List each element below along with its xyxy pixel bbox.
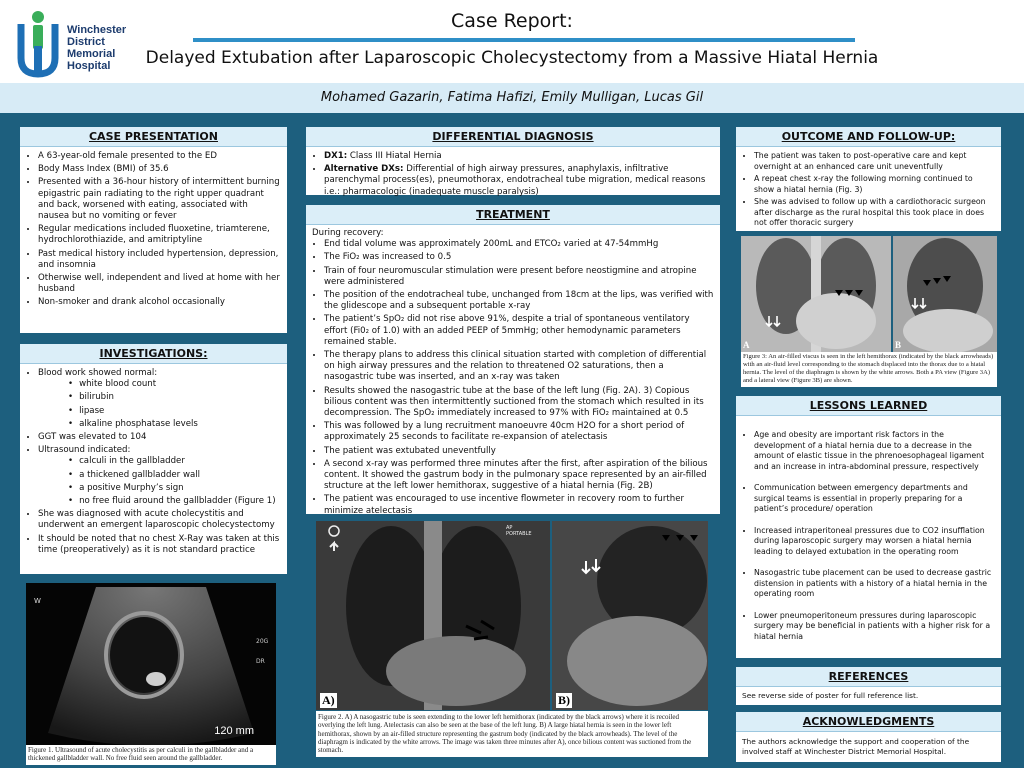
list-item: • Presented with a 36-hour history of intermittent burning epigastric pain radiating to the right upper quadrant and back, worsened with eating, associated with nausea but no vomiting or fever — [38, 177, 281, 222]
case-presentation-panel — [20, 127, 287, 333]
figure2a-label: A) — [322, 693, 335, 707]
xray-figure3a — [741, 236, 891, 352]
list-item: • A 63-year-old female presented to the ED — [38, 151, 281, 162]
list-item: • calculi in the gallbladder — [68, 456, 281, 467]
svg-text:W: W — [34, 597, 41, 605]
references-text: See reverse side of poster for full reference list. — [742, 691, 919, 700]
poster-title-line1: Case Report: — [451, 10, 573, 32]
investigations-heading: INVESTIGATIONS: — [20, 344, 287, 364]
differential-list — [312, 151, 714, 198]
lessons-heading: LESSONS LEARNED — [736, 396, 1001, 416]
list-item: • A second x-ray was performed three minutes after the first, after aspiration of the bilious content. It showed the gastrum body in the pulmonary space represented by an air-filled structure at the left lower hemithorax, suggestive of a hiatal hernia (Fig. 2B) — [324, 459, 714, 493]
list-item: • Results showed the nasogastric tube at the base of the left lung (Fig. 2A). 3) Copious bilious content was then intermittently suctioned from the stomach which resulted in its decompression. The SpO₂ immediately increased to 97% with FiO₂ maintained at 0.5 — [324, 386, 714, 420]
xray-chest-graphic — [741, 236, 891, 352]
list-item: • The FiO₂ was increased to 0.5 — [324, 252, 714, 263]
investigations-list — [26, 368, 281, 556]
investigations-panel — [20, 344, 287, 574]
ultrasound-scan-graphic — [26, 583, 276, 745]
acknowledgments-panel — [736, 712, 1001, 762]
list-item: • Otherwise well, independent and lived at home with her husband — [38, 273, 281, 295]
figure1-caption: Figure 1. Ultrasound of acute cholecystitis as per calculi in the gallbladder and a thickened gallbladder wall. No free fluid seen around the gallbladder. — [26, 745, 276, 765]
list-item: • A repeat chest x-ray the following morning continued to show a hiatal hernia (Fig. 3) — [754, 174, 995, 195]
list-item: • no free fluid around the gallbladder (Figure 1) — [68, 496, 281, 507]
figure2-caption: Figure 2. A) A nasogastric tube is seen extending to the lower left hemithorax (indicated by the black arrows) where it is recoiled overlying the left lung. Atelectasis can also be seen at the base of the left lung. B) A large hiatal hernia is seen in the lower left hemithorax, shown by an air-filled structure representing the gastrum body (indicated by the black arrowheads). The level of the diaphragm is indicated by the white arrows. The image was taken three minutes after A), once bilious content was suctioned from the stomach. — [316, 711, 708, 757]
list-item: • The patient was taken to post-operative care and kept overnight at an enhanced care unit uneventfully — [754, 151, 995, 172]
list-item: • lipase — [68, 406, 281, 417]
list-item: • Nasogastric tube placement can be used to decrease gastric distension in patients with a history of a hiatal hernia in the operating room — [754, 568, 995, 600]
list-item: • She was diagnosed with acute cholecystitis and underwent an emergent laparoscopic cholecystectomy — [38, 509, 281, 531]
lessons-list — [742, 430, 995, 642]
list-item: • End tidal volume was approximately 200mL and ETCO₂ varied at 47-54mmHg — [324, 239, 714, 250]
lessons-panel — [736, 396, 1001, 658]
list-item: • Body Mass Index (BMI) of 35.6 — [38, 164, 281, 175]
figure3b-label: B — [895, 340, 902, 350]
list-item: • bilirubin — [68, 392, 281, 403]
list-item: • Lower pneumoperitoneum pressures during laparoscopic surgery may be beneficial in patients with a higher risk for a hiatal hernia — [754, 611, 995, 643]
xray-chest-graphic — [316, 521, 550, 710]
svg-text:DR: DR — [256, 658, 265, 665]
case-presentation-list — [26, 151, 281, 309]
list-item: • Non-smoker and drank alcohol occasionally — [38, 297, 281, 308]
list-item: • The patient’s SpO₂ did not rise above 91%, despite a trial of spontaneous ventilatory effort (Fi0₂ of 1.0) with an added PEEP of 5mmHg; other hemodynamic parameters remained stable. — [324, 314, 714, 348]
figure2a-portable-label: AP PORTABLE — [506, 525, 532, 537]
xray-figure2b — [552, 521, 708, 710]
list-item: • The therapy plans to address this clinical situation started with completion of differential on high airway pressures and the relation to threatened O2 saturations, then a nasogastric tube was inserted, and an x-ray was taken — [324, 350, 714, 384]
list-item: • Past medical history included hypertension, depression, and insomnia — [38, 249, 281, 271]
xray-chest-graphic — [893, 236, 997, 352]
outcome-list — [742, 151, 995, 229]
list-item: • She was advised to follow up with a cardiothoracic surgeon after discharge as the rural hospital this took place in does not offer thoracic surgery — [754, 197, 995, 229]
xray-figure2a — [316, 521, 550, 710]
list-item: • white blood count — [68, 379, 281, 390]
references-panel — [736, 667, 1001, 705]
xray-chest-graphic — [552, 521, 708, 710]
poster-title-line2: Delayed Extubation after Laparoscopic Cholecystectomy from a Massive Hiatal Hernia — [145, 48, 879, 68]
treatment-list — [312, 239, 714, 517]
poster-header — [0, 0, 1024, 83]
list-item: • Age and obesity are important risk factors in the development of a hiatal hernia due to a decrease in the amount of elastic tissue in the phrenoesophageal ligament and an increase in intra-abdominal pressure, respectively — [754, 430, 995, 472]
list-item: • Blood work showed normal: • white blood count • bilirubin • lipase • alkaline phosphatase levels — [38, 368, 281, 430]
list-item: • alkaline phosphatase levels — [68, 419, 281, 430]
ultrasound-image — [26, 583, 276, 745]
list-item: • Communication between emergency departments and surgical teams is essential in properly preparing for a patient’s procedure/ operation — [754, 483, 995, 515]
hospital-name: Winchester District Memorial Hospital — [67, 24, 127, 72]
treatment-panel — [306, 205, 720, 514]
acknowledgments-heading: ACKNOWLEDGMENTS — [736, 712, 1001, 732]
list-item: • Ultrasound indicated: • calculi in the gallbladder • a thickened gallbladder wall • a positive Murphy’s sign • no free fluid around the gallbladder (Figure 1) — [38, 445, 281, 507]
references-heading: REFERENCES — [736, 667, 1001, 687]
list-item: • Increased intraperitoneal pressures due to CO2 insufflation during laparoscopic surgery may worsen a hiatal hernia leading to delayed extubation in the operating room — [754, 526, 995, 558]
list-item: • This was followed by a lung recruitment manoeuvre 40cm H2O for a short period of approximately 25 seconds to facilitate re-expansion of atelectasis — [324, 421, 714, 443]
authors: Mohamed Gazarin, Fatima Hafizi, Emily Mulligan, Lucas Gil — [320, 90, 704, 105]
outcome-panel — [736, 127, 1001, 231]
list-item: • Regular medications included fluoxetine, triamterene, hydrochlorothiazide, and amitriptyline — [38, 224, 281, 246]
list-item: • GGT was elevated to 104 — [38, 432, 281, 443]
list-item: • The patient was encouraged to use incentive flowmeter in recovery room to further minimize atelectasis — [324, 494, 714, 516]
list-item: • It should be noted that no chest X-Ray was taken at this time (preoperatively) as it is not standard practice — [38, 534, 281, 556]
acknowledgments-text: The authors acknowledge the support and cooperation of the involved staff at Winchester District Memorial Hospital. — [742, 737, 970, 756]
list-item: • a positive Murphy’s sign — [68, 483, 281, 494]
xray-figure3b — [893, 236, 997, 352]
differential-panel — [306, 127, 720, 195]
list-item: • Alternative DXs: Differential of high airway pressures, anaphylaxis, infiltrative parenchymal process(es), pneumothorax, endotracheal tube migration, medical reasons i.e.: pharmacologic (inadequate muscle paralysis) — [324, 164, 714, 198]
title-divider — [193, 38, 855, 42]
ultrasound-scale-label: 120 mm — [214, 725, 254, 737]
list-item: • The patient was extubated uneventfully — [324, 446, 714, 457]
list-item: • Train of four neuromuscular stimulation were present before neostigmine and atropine were administered — [324, 266, 714, 288]
list-item: • a thickened gallbladder wall — [68, 470, 281, 481]
treatment-heading: TREATMENT — [306, 205, 720, 225]
list-item: • The position of the endotracheal tube, unchanged from 18cm at the lips, was verified with the glidescope and a subsequent portable x-ray — [324, 290, 714, 312]
figure2b-label: B) — [558, 693, 570, 707]
case-presentation-heading: CASE PRESENTATION — [20, 127, 287, 147]
outcome-heading: OUTCOME AND FOLLOW-UP: — [736, 127, 1001, 147]
svg-text:20G: 20G — [256, 638, 269, 645]
treatment-intro: During recovery: — [312, 228, 384, 238]
figure3-caption: Figure 3: An air-filled viscus is seen in the left hemithorax (indicated by the black arrowheads) with an air-fluid level corresponding to the stomach displaced into the thorax due to a hiatal hernia. The level of the diaphragm is shown by the white arrows. Both a PA view (Figure 3A) and a lateral view (Figure 3B) are shown. — [741, 352, 997, 387]
list-item: • DX1: Class III Hiatal Hernia — [324, 151, 714, 162]
differential-heading: DIFFERENTIAL DIAGNOSIS — [306, 127, 720, 147]
figure3a-label: A — [743, 340, 750, 350]
